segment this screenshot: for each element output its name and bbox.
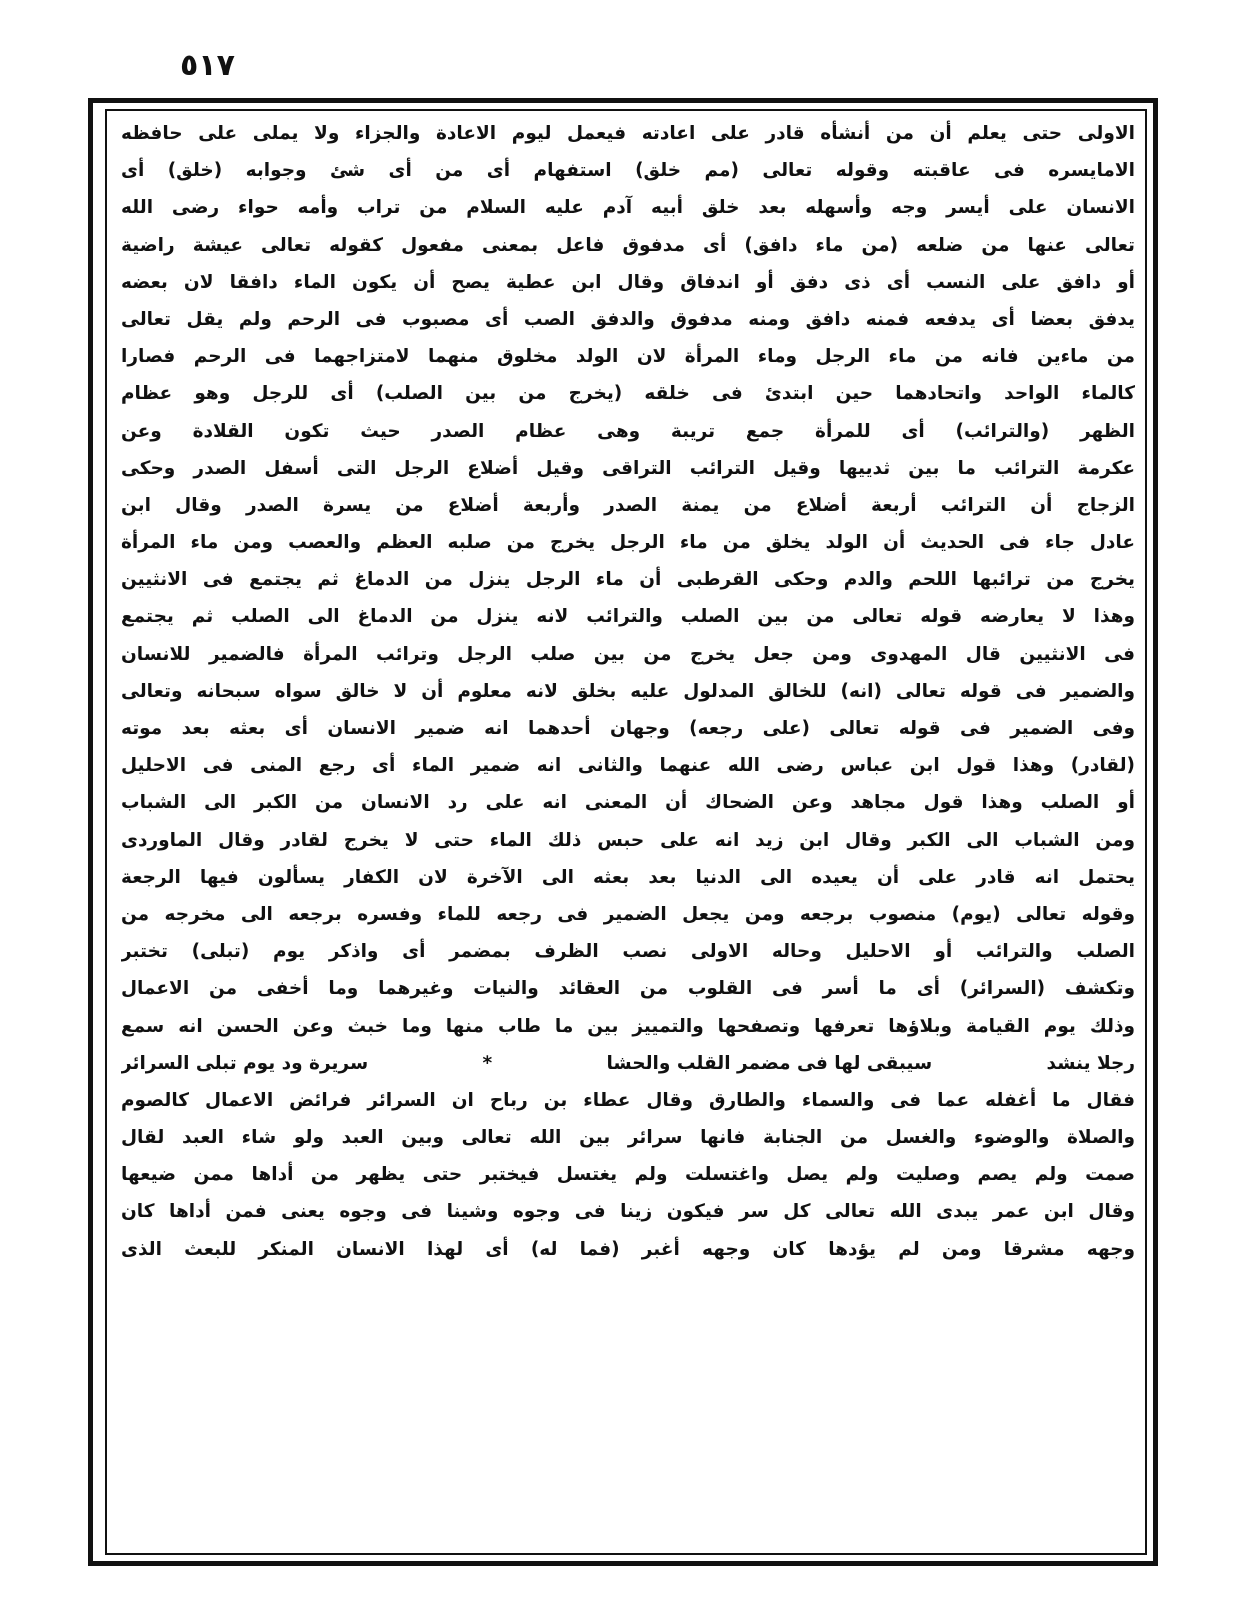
text-line: (لقادر) وهذا قول ابن عباس رضى الله عنهما والثانى انه ضمير الماء أى رجع المنى فى الاحليل — [121, 755, 1135, 777]
text-line: يحتمل انه قادر على أن يعيده الى الدنيا بعد بعثه الى الآخرة لان الكفار يسألون فيها الرجعة — [121, 866, 1135, 888]
text-line: ومن الشباب الى الكبر وقال ابن زيد انه على حبس ذلك الماء حتى لا يخرج لقادر وقال الماوردى — [121, 829, 1135, 851]
page-border-inner — [105, 109, 1147, 1555]
text-line: الظهر (والترائب) أى للمرأة جمع تريبة وهى عظام الصدر حيث تكون القلادة وعن — [121, 420, 1135, 442]
text-line: الامايسره فى عاقبته وقوله تعالى (مم خلق) استفهام أى من أى شئ وجوابه (خلق) أى — [121, 160, 1135, 182]
text-line: الصلب والترائب أو الاحليل وحاله الاولى نصب الظرف بمضمر أى واذكر يوم (تبلى) تختبر — [121, 941, 1135, 963]
text-line: يخرج من ترائبها اللحم والدم وحكى القرطبى أن ماء الرجل ينزل من الدماغ ثم يجتمع فى الانثيين — [121, 569, 1135, 591]
text-line: فى الانثيين قال المهدوى ومن جعل يخرج من بين صلب الرجل وترائب المرأة فالضمير للانسان — [121, 643, 1135, 665]
text-line: والضمير فى قوله تعالى (انه) للخالق المدلول عليه بخلق لانه معلوم أن لا خالق سواه سبحانه وتعالى — [121, 680, 1135, 702]
page-border-outer — [88, 98, 1158, 1566]
text-line: عكرمة الترائب ما بين ثدييها وقيل الترائب التراقى وقيل أضلاع الرجل التى أسفل الصدر وحكى — [121, 457, 1135, 479]
text-line: فقال ما أغفله عما فى والسماء والطارق وقال عطاء بن رباح ان السرائر فرائض الاعمال كالصوم — [121, 1089, 1135, 1111]
verse-intro: رجلا ينشد — [1046, 1052, 1135, 1074]
text-line: من ماءين فانه من ماء الرجل وماء المرأة لان الولد مخلوق منهما لامتزاجهما فى الرحم فصارا — [121, 346, 1135, 368]
text-line: أو الصلب وهذا قول مجاهد وعن الضحاك أن المعنى انه على رد الانسان من الكبر الى الشباب — [121, 792, 1135, 814]
text-line: وفى الضمير فى قوله تعالى (على رجعه) وجهان أحدهما انه ضمير الانسان أى بعثه بعد موته — [121, 718, 1135, 739]
verse-hemistich-second: سريرة ود يوم تبلى السرائر — [121, 1052, 369, 1074]
text-line: عادل جاء فى الحديث أن الولد يخلق من ماء الرجل يخرج من صلبه العظم والعصب ومن ماء المرأة — [121, 532, 1135, 554]
text-line: وذلك يوم القيامة وبلاؤها تعرفها وتصفحها والتمييز بين ما طاب منها وما خبث وعن الحسن انه سمع — [121, 1015, 1135, 1037]
text-line: والصلاة والوضوء والغسل من الجنابة فانها سرائر بين الله تعالى وبين العبد ولو شاء العبد لقال — [121, 1127, 1135, 1149]
text-line: وقوله تعالى (يوم) منصوب برجعه ومن يجعل الضمير فى رجعه للماء وفسره برجعه الى مخرجه من — [121, 903, 1135, 925]
verse-hemistich-first: سيبقى لها فى مضمر القلب والحشا — [606, 1052, 933, 1074]
verse-separator: * — [482, 1052, 493, 1074]
text-line: وهذا لا يعارضه قوله تعالى من بين الصلب والترائب لانه ينزل من الدماغ الى الصلب ثم يجتمع — [121, 606, 1135, 628]
text-line: تعالى عنها من ضلعه (من ماء دافق) أى مدفوق فاعل بمعنى مفعول كقوله تعالى عيشة راضية — [121, 234, 1135, 256]
text-line: الانسان على أيسر وجه وأسهله بعد خلق أبيه آدم عليه السلام من تراب وأمه حواء رضى الله — [121, 197, 1135, 219]
text-line: وجهه مشرقا ومن لم يؤدها كان وجهه أغبر (فما له) أى لهذا الانسان المنكر للبعث الذى — [121, 1238, 1135, 1260]
text-line: وقال ابن عمر يبدى الله تعالى كل سر فيكون زينا فى وجوه وشينا فى وجوه يعنى فمن أداها كان — [121, 1201, 1135, 1223]
text-line: صمت ولم يصم وصليت ولم يصل واغتسلت ولم يغتسل فيختبر حتى يظهر من أداها ممن ضيعها — [121, 1164, 1135, 1186]
verse-line — [121, 1045, 1135, 1082]
commentary-text-body — [121, 115, 1135, 1553]
text-line: وتكشف (السرائر) أى ما أسر فى القلوب من العقائد والنيات وغيرهما وما أخفى من الاعمال — [121, 978, 1135, 1000]
page-number: ٥١٧ — [180, 48, 235, 83]
text-line: أو دافق على النسب أى ذى دفق أو اندفاق وقال ابن عطية يصح أن يكون الماء دافقا لان بعضه — [121, 271, 1135, 293]
text-line: يدفق بعضا أى يدفعه فمنه دافق ومنه مدفوق والدفق الصب أى مصبوب فى الرحم ولم يقل تعالى — [121, 308, 1135, 330]
text-line: الاولى حتى يعلم أن من أنشأه قادر على اعادته فيعمل ليوم الاعادة والجزاء ولا يملى على حافظه — [121, 123, 1135, 144]
text-line: الزجاج أن الترائب أربعة أضلاع من يمنة الصدر وأربعة أضلاع من يسرة الصدر وقال ابن — [121, 494, 1135, 516]
text-line: كالماء الواحد واتحادهما حين ابتدئ فى خلقه (يخرج من بين الصلب) أى للرجل وهو عظام — [121, 383, 1135, 405]
